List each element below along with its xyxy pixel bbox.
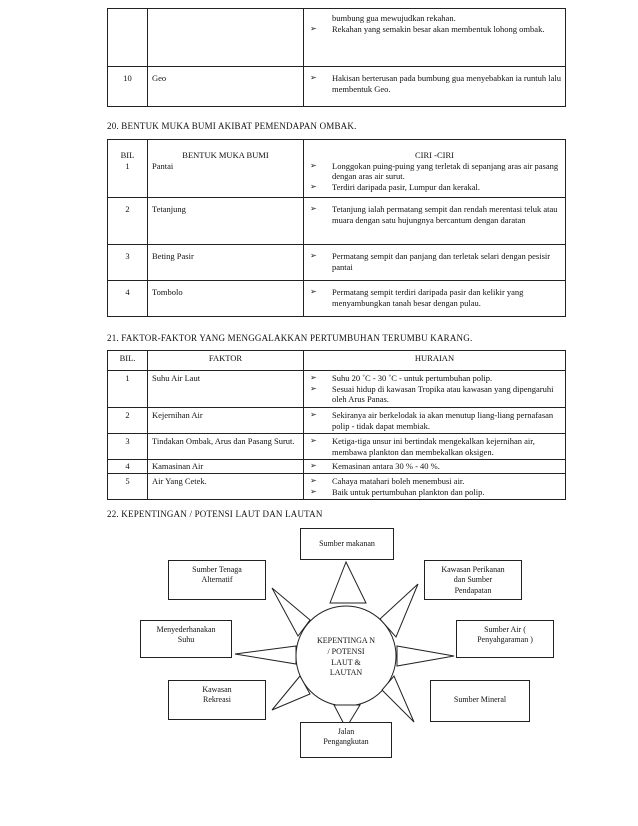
box-bottom-right	[430, 680, 530, 722]
spoke-right	[397, 646, 454, 666]
point-text: ➢ Kemasinan antara 30 % - 40 %.	[308, 461, 561, 472]
box-bottom-right-label: Sumber Mineral	[453, 695, 507, 704]
box-bottom-label: Jalan Pengangkutan	[323, 727, 369, 747]
spoke-top	[330, 562, 366, 603]
box-top-right-label: Kawasan Perikanan dan Sumber Pendapatan	[441, 565, 505, 595]
point-text: ➢ Permatang sempit dan panjang dan terletak selari dengan pesisir pantai	[308, 251, 561, 272]
bil-cell: 1	[108, 371, 148, 408]
box-top-right	[424, 560, 522, 600]
point-text: ➢ Baik untuk pertumbuhan plankton dan polip.	[308, 487, 561, 498]
item-value: Pantai	[152, 160, 174, 171]
item-cell: Air Yang Cetek.	[148, 474, 304, 500]
section-20-heading: 20. BENTUK MUKA BUMI AKIBAT PEMENDAPAN OMBAK.	[107, 121, 357, 131]
section-22-heading: 22. KEPENTINGAN / POTENSI LAUT DAN LAUTAN	[107, 509, 323, 519]
point-text: ➢ Suhu 20 ˚C - 30 ˚C - untuk pertumbuhan polip.	[308, 373, 561, 384]
item-cell: Beting Pasir	[148, 245, 304, 281]
point-text: ➢ Sesuai hidup di kawasan Tropika atau kawasan yang dipengaruhi oleh Arus Panas.	[308, 384, 561, 405]
item-cell: Tombolo	[148, 281, 304, 317]
section-21-heading: 21. FAKTOR-FAKTOR YANG MENGGALAKKAN PERTUMBUHAN TERUMBU KARANG.	[107, 333, 473, 343]
box-top-left	[168, 560, 266, 600]
spoke-left	[235, 646, 296, 664]
box-bottom-left-label: Kawasan Rekreasi	[202, 685, 232, 705]
bil-cell: 10	[108, 67, 148, 107]
box-left	[140, 620, 232, 658]
box-right-label: Sumber Air ( Penyahgaraman )	[477, 625, 533, 645]
box-top	[300, 528, 394, 560]
header-item: FAKTOR	[148, 351, 304, 371]
header-item: BENTUK MUKA BUMI	[182, 150, 269, 160]
header-bil: BIL	[120, 150, 135, 160]
header-bil: BIL.	[108, 351, 148, 371]
box-top-label: Sumber makanan	[319, 539, 375, 548]
bil-cell: 4	[108, 460, 148, 474]
bil-cell: 3	[108, 434, 148, 460]
center-label: KEPENTINGA N / POTENSI LAUT & LAUTAN	[317, 636, 375, 678]
bil-cell: 5	[108, 474, 148, 500]
point-text: ➢ Longgokan puing-puing yang terletak di sepanjang aras air pasang dengan aras air surut.	[308, 161, 561, 182]
point-text: ➢ Hakisan berterusan pada bumbung gua menyebabkan ia runtuh lalu membentuk Geo.	[308, 73, 561, 94]
item-cell: Geo	[148, 67, 304, 107]
item-cell: Tetanjung	[148, 198, 304, 245]
point-text: ➢ Sekiranya air berkelodak ia akan menutup liang-liang pernafasan polip - tidak dapat membiak.	[308, 410, 561, 431]
box-bottom	[300, 722, 392, 758]
bil-cell: 3	[108, 245, 148, 281]
bil-cell: 2	[108, 198, 148, 245]
bil-cell: 4	[108, 281, 148, 317]
header-points: CIRI -CIRI	[415, 150, 454, 160]
box-bottom-left	[168, 680, 266, 720]
bil-value: 1	[125, 160, 130, 171]
box-left-label: Menyederhanakan Suhu	[156, 625, 216, 645]
point-text: ➢ Cahaya matahari boleh menembusi air.	[308, 476, 561, 487]
item-cell: Kejernihan Air	[148, 407, 304, 433]
point-text: ➢ Tetanjung ialah permatang sempit dan rendah merentasi teluk atau muara dengan satu hujungnya bercantum dengan daratan	[308, 204, 561, 225]
point-text: ➢ Ketiga-tiga unsur ini bertindak mengekalkan kejernihan air, membawa plankton dan membekalkan oksigen.	[308, 436, 561, 457]
point-text: bumbung gua mewujudkan rekahan.	[332, 13, 456, 23]
point-text: ➢ Permatang sempit terdiri daripada pasir dan kelikir yang menyambungkan tanah besar dengan pulau.	[308, 287, 561, 308]
item-cell: Suhu Air Laut	[148, 371, 304, 408]
box-right	[456, 620, 554, 658]
item-cell: Tindakan Ombak, Arus dan Pasang Surut.	[148, 434, 304, 460]
point-text: ➢ Rekahan yang semakin besar akan membentuk lohong ombak.	[308, 24, 561, 35]
point-text: ➢ Terdiri daripada pasir, Lumpur dan kerakal.	[308, 182, 561, 193]
bil-cell: 2	[108, 407, 148, 433]
box-top-left-label: Sumber Tenaga Alternatif	[192, 565, 242, 585]
item-cell: Kamasinan Air	[148, 460, 304, 474]
header-points: HURAIAN	[304, 351, 566, 371]
